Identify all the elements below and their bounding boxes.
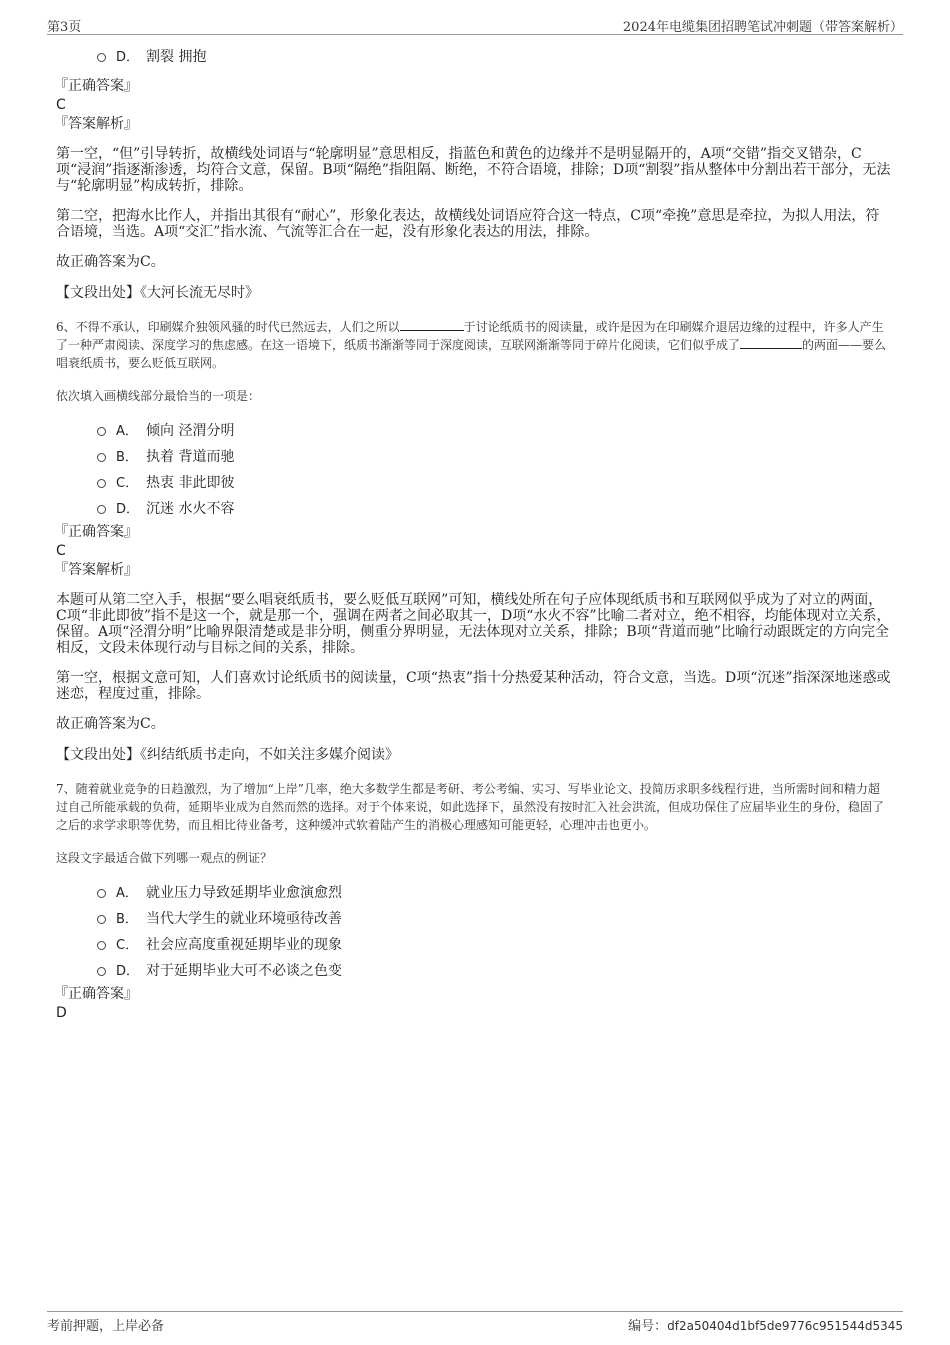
radio-icon[interactable] bbox=[97, 915, 106, 924]
blank-line bbox=[400, 318, 464, 331]
radio-icon[interactable] bbox=[97, 53, 106, 62]
q5-option-d[interactable] bbox=[56, 44, 891, 70]
q6-analysis-label: 『答案解析』 bbox=[54, 562, 138, 578]
radio-icon[interactable] bbox=[97, 941, 106, 950]
document-code: 编号：df2a50404d1bf5de9776c951544d5345 bbox=[628, 1319, 903, 1334]
q6-option-b[interactable]: B． 执着 背道而驰 bbox=[56, 444, 891, 470]
radio-icon[interactable] bbox=[97, 427, 106, 436]
q7-answer: D bbox=[56, 1005, 67, 1021]
radio-icon[interactable] bbox=[97, 505, 106, 514]
q6-option-a[interactable]: A． 倾向 泾渭分明 bbox=[56, 418, 891, 444]
q5-source: 【文段出处】《大河长流无尽时》 bbox=[56, 285, 259, 301]
q6-source: 【文段出处】《纠结纸质书走向，不如关注多媒介阅读》 bbox=[56, 747, 399, 763]
footer-slogan: 考前押题，上岸必备 bbox=[47, 1319, 165, 1334]
q6-question-text: 6、不得不承认，印刷媒介独领风骚的时代已然远去，人们之所以 于讨论纸质书的阅读量，或许是因为在印刷媒介退居边缘的过程中，许多人产生了一种严肃阅读、深度学习的焦虑感。在这一语境下，纸质书渐渐等同于深度阅读，互联网渐渐等同于碎片化阅读，它们似乎成了 的两面——要么唱衰纸质书，要么贬低互联网。 bbox=[56, 320, 887, 370]
q7-question-text: 7、随着就业竞争的日趋激烈，为了增加“上岸”几率，绝大多数学生都是考研、考公考编、实习、写毕业论文、投简历求职多线程行进，当所需时间和精力超过自己所能承载的负荷，延期毕业成为自然而然的选择。对于个体来说，如此选择下，虽然没有按时汇入社会洪流，但成功保住了应届毕业生的身份，稳固了之后的求学求职等优势，而且相比待业备考，这种缓冲式软着陆产生的消极心理感知可能更轻，心理冲击也更小。 bbox=[56, 782, 885, 832]
document-title: 2024年电缆集团招聘笔试冲刺题（带答案解析） bbox=[622, 20, 903, 35]
q6-option-c[interactable]: C． 热衷 非此即彼 bbox=[56, 470, 891, 496]
q6-prompt: 依次填入画横线部分最恰当的一项是： bbox=[56, 389, 261, 403]
q5-answer-label: 『正确答案』 bbox=[54, 78, 138, 94]
q5-analysis-p2: 第二空，把海水比作人，并指出其很有“耐心”，形象化表达，故横线处词语应符合这一特点，C项“牵挽”意思是牵拉，为拟人用法，符合语境，当选。A项“交汇”指水流、气流等汇合在一起，没有形象化表达的用法，排除。 bbox=[56, 208, 880, 240]
q7-answer-label: 『正确答案』 bbox=[54, 986, 138, 1002]
page-number: 第3页 bbox=[47, 20, 82, 35]
q7-prompt: 这段文字最适合做下列哪一观点的例证？ bbox=[56, 851, 273, 865]
q6-options bbox=[56, 418, 891, 522]
q6-option-d[interactable]: D． 沉迷 水火不容 bbox=[56, 496, 891, 522]
q7-option-d[interactable]: D． 对于延期毕业大可不必谈之色变 bbox=[56, 958, 891, 984]
radio-icon[interactable] bbox=[97, 889, 106, 898]
option-letter: D． bbox=[116, 50, 140, 65]
q5-analysis-p1: 第一空，“但”引导转折，故横线处词语与“轮廓明显”意思相反，指蓝色和黄色的边缘并不是明显隔开的，A项“交错”指交叉错杂，C项“浸润”指逐渐渗透，均符合文意，保留。B项“隔绝”指阻隔、断绝，不符合语境，排除；D项“割裂”指从整体中分割出若干部分，无法与“轮廓明显”构成转折，排除。 bbox=[56, 146, 891, 194]
q5-analysis-label: 『答案解析』 bbox=[54, 116, 138, 132]
q6-answer-label: 『正确答案』 bbox=[54, 524, 138, 540]
page-content bbox=[56, 44, 891, 1022]
page-footer bbox=[47, 1311, 903, 1334]
q6-conclusion: 故正确答案为C。 bbox=[56, 716, 165, 732]
radio-icon[interactable] bbox=[97, 967, 106, 976]
q7-option-b[interactable]: B． 当代大学生的就业环境亟待改善 bbox=[56, 906, 891, 932]
option-text: 割裂 拥抱 bbox=[146, 49, 207, 65]
radio-icon[interactable] bbox=[97, 479, 106, 488]
q6-answer: C bbox=[56, 543, 66, 559]
q6-analysis-p2: 第一空，根据文意可知，人们喜欢讨论纸质书的阅读量，C项“热衷”指十分热爱某种活动，符合文意，当选。D项“沉迷”指深深地迷惑或迷恋，程度过重，排除。 bbox=[56, 670, 891, 702]
q6-analysis-p1: 本题可从第二空入手，根据“要么唱衰纸质书，要么贬低互联网”可知，横线处所在句子应体现纸质书和互联网似乎成为了对立的两面，C项“非此即彼”指不是这一个，就是那一个，强调在两者之间必取其一，D项“水火不容”比喻二者对立，绝不相容，均能体现对立关系，保留。A项“泾渭分明”比喻界限清楚或是非分明，侧重分界明显，无法体现对立关系，排除；B项“背道而驰”比喻行动跟既定的方向完全相反，文段未体现行动与目标之间的关系，排除。 bbox=[56, 592, 891, 656]
q7-option-a[interactable]: A． 就业压力导致延期毕业愈演愈烈 bbox=[56, 880, 891, 906]
q5-answer: C bbox=[56, 97, 66, 113]
blank-line bbox=[740, 336, 802, 349]
page-header bbox=[47, 14, 903, 35]
q5-conclusion: 故正确答案为C。 bbox=[56, 254, 165, 270]
q7-option-c[interactable]: C． 社会应高度重视延期毕业的现象 bbox=[56, 932, 891, 958]
q7-options bbox=[56, 880, 891, 984]
radio-icon[interactable] bbox=[97, 453, 106, 462]
